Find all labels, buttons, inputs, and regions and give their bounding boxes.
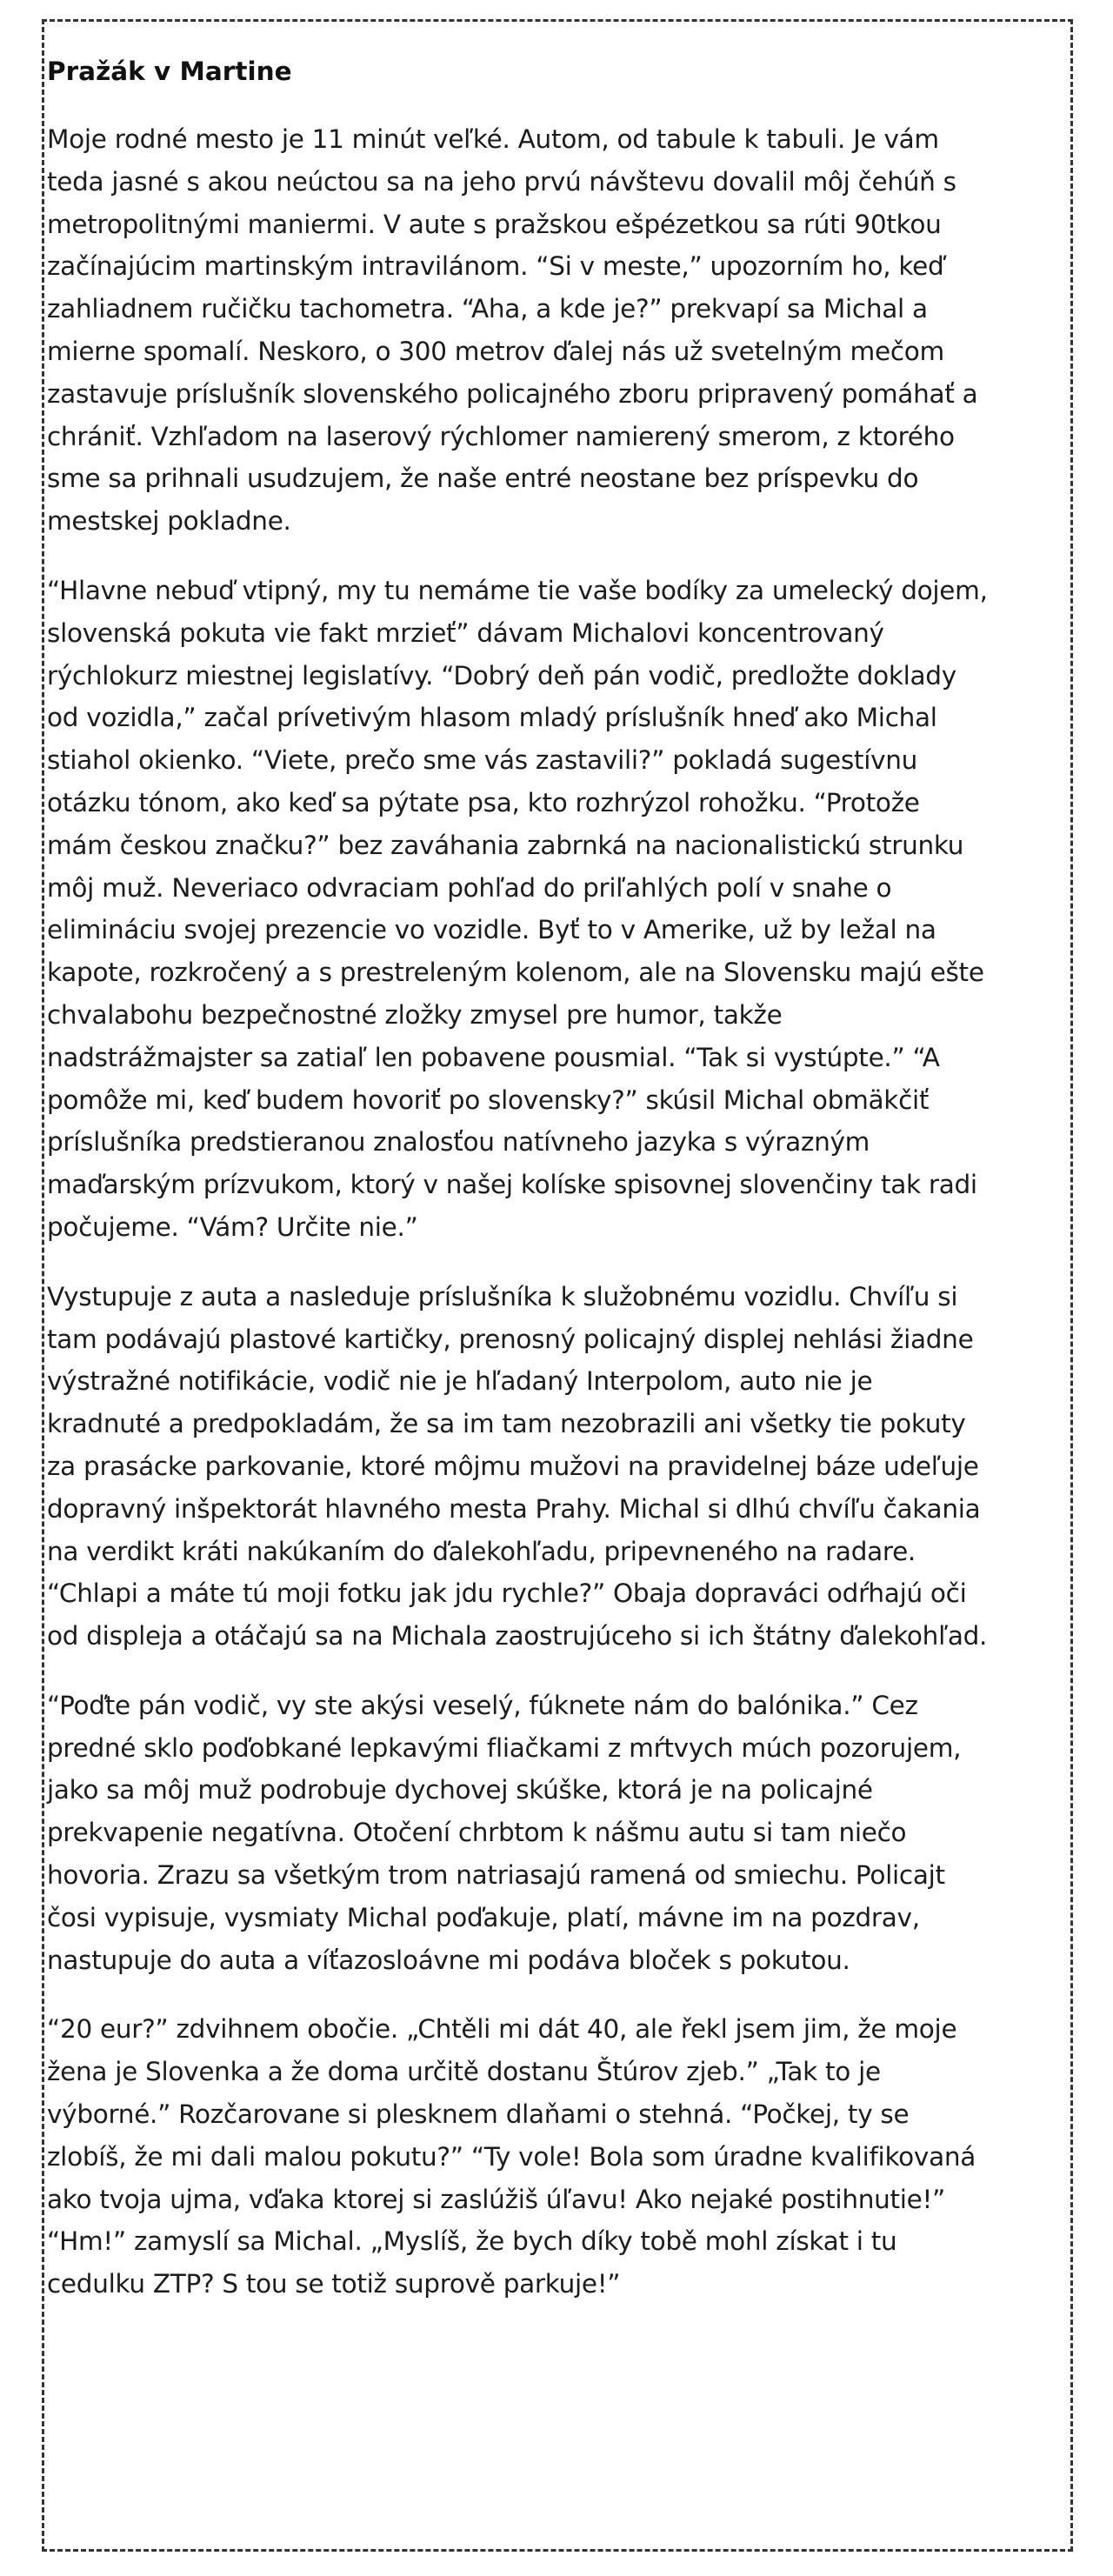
article-paragraph-3: Vystupuje z auta a nasleduje príslušníka k služobnému vozidlu. Chvíľu si tam podávajú plastové kartičky, prenosný policajný displej nehlási žiadne výstražné notifikácie, vodič nie je hľadaný Interpolom, auto nie je kradnuté a predpokladám, že sa im tam nezobrazili ani všetky tie pokuty za prasácke parkovanie, ktoré môjmu mužovi na pravidelnej báze udeľuje dopravný inšpektorát hlavného mesta Prahy. Michal si dlhú chvíľu čakania na verdikt kráti nakúkaním do ďalekohľadu, pripevneného na radare. “Chlapi a máte tú moji fotku jak jdu rychle?” Obaja dopraváci odŕhajú oči od displeja a otáčajú sa na Michala zaostrujúceho si ich štátny ďalekohľad. [47, 1281, 988, 1652]
article-paragraph-2: “Hlavne nebuď vtipný, my tu nemáme tie vaše bodíky za umelecký dojem, slovenská pokuta vie fakt mrzieť” dávam Michalovi koncentrovaný rýchlokurz miestnej legislatívy. “Dobrý deň pán vodič, predložte doklady od vozidla,” začal prívetivým hlasom mladý príslušník hneď ako Michal stiahol okienko. “Viete, prečo sme vás zastavili?” pokladá sugestívnu otázku tónom, ako keď sa pýtate psa, kto rozhrýzol rohožku. “Protože mám českou značku?” bez zaváhania zabrnká na nacionalistickú strunku môj muž. Neveriaco odvraciam pohľad do priľahlých polí v snahe o elimináciu svojej prezencie vo vozidle. Byť to v Amerike, už by ležal na kapote, rozkročený a s prestreleným kolenom, ale na Slovensku majú ešte chvalabohu bezpečnostné zložky zmysel pre humor, takže nadstrážmajster sa zatiaľ len pobavene pousmial. “Tak si vystúpte.” “A pomôže mi, keď budem hovoriť po slovensky?” skúsil Michal obmäkčiť príslušníka predstieranou znalosťou natívneho jazyka s výrazným maďarským prízvukom, ktorý v našej kolíske spisovnej slovenčiny tak radi počujeme. “Vám? Určite nie.” [47, 575, 988, 1242]
article-paragraph-1: Moje rodné mesto je 11 minút veľké. Autom, od tabule k tabuli. Je vám teda jasné s akou neúctou sa na jeho prvú návštevu dovalil môj čehúň s metropolitnými maniermi. V aute s pražskou ešpézetkou sa rúti 90tkou začínajúcim martinským intravilánom. “Si v meste,” upozorním ho, keď zahliadnem ručičku tachometra. “Aha, a kde je?” prekvapí sa Michal a mierne spomalí. Neskoro, o 300 metrov ďalej nás už svetelným mečom zastavuje príslušník slovenského policajného zboru pripravený pomáhať a chrániť. Vzhľadom na laserový rýchlomer namierený smerom, z ktorého sme sa prihnali usudzujem, že naše entré neostane bez príspevku do mestskej pokladne. [47, 124, 978, 537]
article-paragraph-5: “20 eur?” zdvihnem obočie. „Chtěli mi dát 40, ale řekl jsem jim, že moje žena je Slovenka a že doma určitě dostanu Štúrov zjeb.” „Tak to je výborné.” Rozčarovane si plesknem dlaňami o stehná. “Počkej, ty se zlobíš, že mi dali malou pokutu?” “Ty vole! Bola som úradne kvalifikovaná ako tvoja ujma, vďaka ktorej si zaslúžiš úľavu! Ako nejaké postihnutie!” “Hm!” zamyslí sa Michal. „Myslíš, že bych díky tobě mohl získat i tu cedulku ZTP? S tou se totiž suprově parkuje!” [47, 2014, 976, 2299]
article-paragraph-4: “Poďte pán vodič, vy ste akýsi veselý, fúknete nám do balónika.” Cez predné sklo poďobkané lepkavými fliačkami z mŕtvych múch pozorujem, jako sa môj muž podrobuje dychovej skúške, ktorá je na policajné prekvapenie negatívna. Otočení chrbtom k nášmu autu si tam niečo hovoria. Zrazu sa všetkým trom natriasajú ramená od smiechu. Policajt čosi vypisuje, vysmiaty Michal poďakuje, platí, mávne im na pozdrav, nastupuje do auta a víťazosloávne mi podáva bloček s pokutou. [47, 1690, 962, 1975]
article [47, 54, 991, 2332]
article-title: Pražák v Martine [47, 57, 292, 86]
